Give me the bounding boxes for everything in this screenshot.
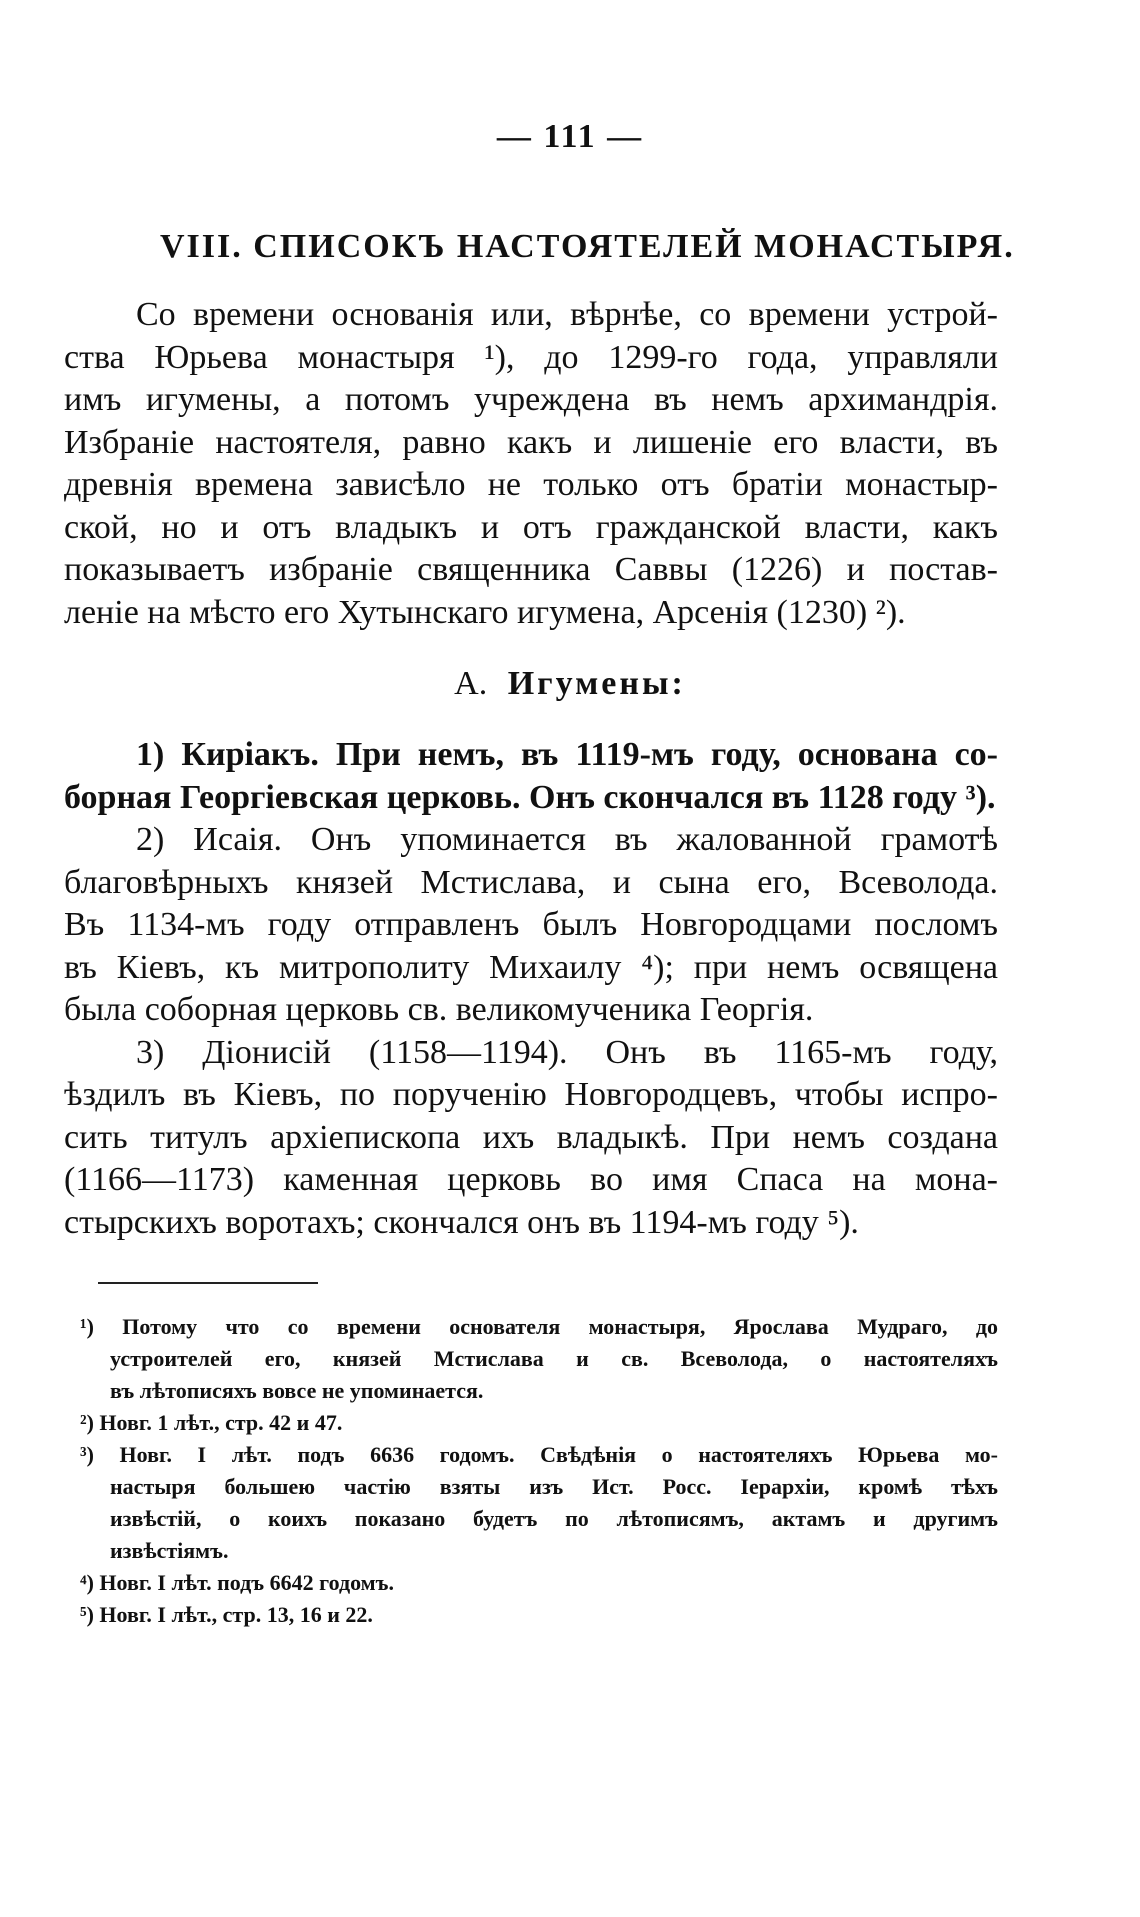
footnote-5 — [80, 1599, 998, 1631]
footnote-rule — [98, 1282, 318, 1284]
chapter-title: VIII. СПИСОКЪ НАСТОЯТЕЛЕЙ МОНАСТЫРЯ. — [160, 228, 1015, 265]
entry-line: борная Георгіевская церковь. Онъ скончался въ 1128 году ³). — [64, 778, 996, 816]
entry-line: ѣздилъ въ Кіевъ, по порученію Новгородцевъ, чтобы испро- — [64, 1076, 998, 1113]
footnote-2 — [80, 1407, 998, 1439]
abbot-entry-2 — [64, 819, 998, 1032]
intro-line: леніе на мѣсто его Хутынскаго игумена, Арсенія (1230) ²). — [64, 593, 906, 631]
footnote-line: ¹) Потому что со времени основателя монастыря, Ярослава Мудраго, до — [80, 1314, 998, 1339]
footnote-line: ³) Новг. I лѣт. подъ 6636 годомъ. Свѣдѣнія о настоятеляхъ Юрьева мо- — [80, 1442, 998, 1467]
page-number: — 111 — — [496, 118, 644, 155]
section-title: Игумены: — [507, 665, 686, 702]
intro-line: Со времени основанія или, вѣрнѣе, со времени устрой- — [136, 296, 998, 333]
section-letter: А. — [454, 665, 488, 702]
entry-line: въ Кіевъ, къ митрополиту Михаилу ⁴); при немъ освящена — [64, 948, 998, 986]
footnote-line: ⁴) Новг. I лѣт. подъ 6642 годомъ. — [80, 1570, 394, 1595]
footnote-line: ⁵) Новг. I лѣт., стр. 13, 16 и 22. — [80, 1602, 373, 1627]
intro-line: показываетъ избраніе священника Саввы (1226) и постав- — [64, 551, 998, 588]
entry-line: сить титулъ архіепископа ихъ владыкѣ. При немъ создана — [64, 1118, 998, 1156]
entry-line: 2) Исаія. Онъ упоминается въ жалованной грамотѣ — [136, 821, 998, 858]
footnote-line: извѣстій, о коихъ показано будетъ по лѣтописямъ, актамъ и другимъ — [110, 1506, 998, 1531]
footnote-line: въ лѣтописяхъ вовсе не упоминается. — [110, 1378, 484, 1403]
footnote-line: ²) Новг. 1 лѣт., стр. 42 и 47. — [80, 1410, 343, 1435]
footnote-3 — [80, 1439, 998, 1567]
intro-line: имъ игумены, а потомъ учреждена въ немъ архимандрія. — [64, 381, 998, 418]
footnote-4 — [80, 1567, 998, 1599]
entry-line: благовѣрныхъ князей Мстислава, и сына его, Всеволода. — [64, 863, 998, 901]
abbots-list — [64, 734, 998, 1244]
intro-line: ства Юрьева монастыря ¹), до 1299-го года, управляли — [64, 338, 998, 376]
entry-line: 3) Діонисій (1158—1194). Онъ въ 1165-мъ году, — [136, 1033, 998, 1071]
intro-paragraph — [64, 294, 998, 634]
entry-line: Въ 1134-мъ году отправленъ былъ Новгородцами посломъ — [64, 906, 998, 943]
entry-line: 1) Киріакъ. При немъ, въ 1119-мъ году, основана со- — [136, 736, 998, 773]
footnote-line: настыря большею частію взяты изъ Ист. Росс. Іерархіи, кромѣ тѣхъ — [110, 1474, 998, 1499]
footnote-1 — [80, 1311, 998, 1407]
entry-line: стырскихъ воротахъ; скончался онъ въ 1194-мъ году ⁵). — [64, 1203, 859, 1241]
intro-line: ской, но и отъ владыкъ и отъ гражданской власти, какъ — [64, 508, 998, 546]
intro-line: древнія времена зависѣло не только отъ братіи монастыр- — [64, 466, 998, 503]
abbot-entry-1 — [64, 734, 998, 819]
footnote-line: извѣстіямъ. — [110, 1538, 229, 1563]
entry-line: (1166—1173) каменная церковь во имя Спаса на мона- — [64, 1161, 998, 1198]
intro-line: Избраніе настоятеля, равно какъ и лишеніе его власти, въ — [64, 423, 998, 461]
footnote-line: устроителей его, князей Мстислава и св. Всеволода, о настоятеляхъ — [110, 1346, 998, 1371]
entry-line: была соборная церковь св. великомученика Георгія. — [64, 991, 814, 1028]
abbot-entry-3 — [64, 1032, 998, 1245]
section-heading — [0, 665, 1140, 703]
footnotes — [80, 1311, 998, 1631]
